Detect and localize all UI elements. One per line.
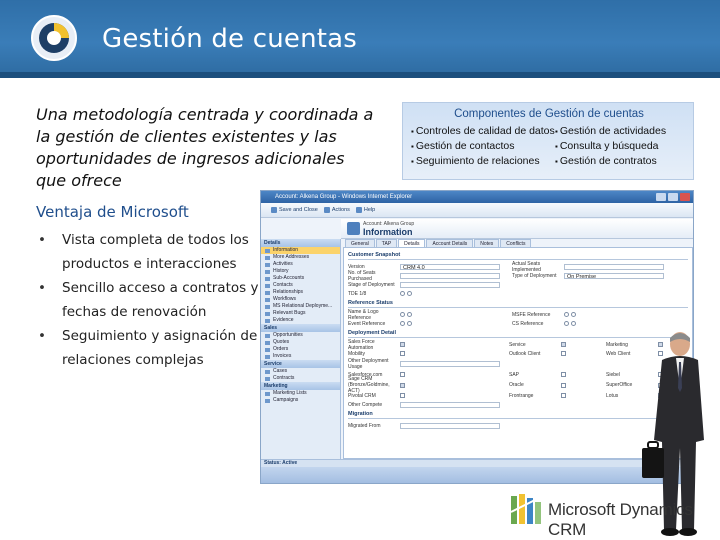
radio-group xyxy=(400,321,512,327)
record-header xyxy=(341,219,694,239)
nav-section-sales: Sales xyxy=(261,324,340,332)
component-item: ▪ Consulta y búsqueda xyxy=(555,139,666,154)
form-row xyxy=(348,376,688,394)
advantage-heading: Ventaja de Microsoft xyxy=(36,203,189,221)
save-close-button xyxy=(271,207,318,213)
field-input xyxy=(400,273,500,279)
form-row xyxy=(348,358,688,370)
maximize-icon xyxy=(668,193,678,201)
component-item: ▪ Gestión de actividades xyxy=(555,124,666,139)
field-label: Migrated From xyxy=(348,422,381,429)
checkbox-icon xyxy=(400,383,405,388)
field-label: Type of Deployment xyxy=(512,272,557,279)
nav-item: Evidence xyxy=(261,317,340,324)
field-label: Pivotal CRM xyxy=(348,392,376,399)
checkbox-icon xyxy=(561,393,566,398)
migrated-from-select xyxy=(400,423,500,429)
field-label: TDE 1/8 xyxy=(348,290,367,297)
help-button xyxy=(356,207,375,213)
nav-item: History xyxy=(261,268,340,275)
account-icon xyxy=(347,222,360,235)
nav-item: Cases xyxy=(261,368,340,375)
field-label: Frontrange xyxy=(509,392,534,399)
record-type: Account: Alkena Group xyxy=(363,221,415,227)
component-item: ▪ Gestión de contratos xyxy=(555,154,666,169)
field-label: MSFE Reference xyxy=(512,311,551,318)
field-label: Marketing xyxy=(606,341,628,348)
field-label: Oracle xyxy=(509,382,524,388)
field-label: Siebel xyxy=(606,371,620,378)
nav-section-marketing: Marketing xyxy=(261,382,340,390)
form-row xyxy=(348,319,688,328)
microsoft-dynamics-logo-icon xyxy=(509,492,545,526)
components-title: Componentes de Gestión de cuentas xyxy=(454,108,644,120)
field-label: Sage CRM (Bronze/Goldmine, ACT) xyxy=(348,376,390,394)
tab-account-details: Account Details xyxy=(426,239,473,247)
field-label: SAP xyxy=(509,371,520,378)
nav-item: Information xyxy=(261,247,340,254)
section-reference-status: Reference Status xyxy=(348,300,688,308)
field-label: Outlook Client xyxy=(509,350,541,357)
advantage-item: • Sencillo acceso a contratos y fechas de renovación xyxy=(36,276,266,324)
advantage-item: • Vista completa de todos los productos e interacciones xyxy=(36,228,266,276)
field-label: No. of Seats Purchased xyxy=(348,269,376,282)
field-value: On Premise xyxy=(567,273,597,280)
nav-item: Invoices xyxy=(261,353,340,360)
nav-item: Quotes xyxy=(261,339,340,346)
emblem-icon xyxy=(30,14,78,62)
crm-bottom-bar xyxy=(261,467,694,484)
nav-item: Activities xyxy=(261,261,340,268)
actions-icon xyxy=(324,207,330,213)
record-status: Status: Active xyxy=(261,459,694,467)
form-row xyxy=(348,349,688,358)
checkbox-icon xyxy=(400,393,405,398)
radio-group xyxy=(564,312,578,318)
actions-button xyxy=(324,207,350,213)
field-label: Actual Seats Implemented xyxy=(512,260,541,273)
field-label: CS Reference xyxy=(512,320,544,327)
crm-window-screenshot xyxy=(260,190,694,484)
form-row xyxy=(348,421,688,430)
form-row xyxy=(348,289,688,298)
component-item: ▪ Controles de calidad de datos xyxy=(411,124,555,139)
radio-icon xyxy=(400,321,405,326)
tab-general: General xyxy=(345,239,375,247)
toolbar-label: Save and Close xyxy=(279,207,318,213)
component-item: ▪ Gestión de contactos xyxy=(411,139,555,154)
form-row xyxy=(348,310,688,319)
radio-group xyxy=(564,321,578,327)
components-column-2 xyxy=(555,124,666,169)
section-migration: Migration xyxy=(348,411,688,419)
nav-item: MS Relational Deployme... xyxy=(261,303,340,310)
nav-section-details: Details xyxy=(261,239,340,247)
nav-item: Contracts xyxy=(261,375,340,382)
components-column-1 xyxy=(411,124,555,169)
radio-icon xyxy=(407,321,412,326)
components-box xyxy=(402,102,694,180)
form-row xyxy=(348,340,688,349)
radio-icon xyxy=(571,312,576,317)
deployment-select xyxy=(564,273,664,279)
checkbox-icon xyxy=(561,351,566,356)
field-input xyxy=(400,282,500,288)
toolbar-label: Help xyxy=(363,207,376,213)
checkbox-icon xyxy=(561,372,566,377)
nav-item: Relevant Bugs xyxy=(261,310,340,317)
tab-tap: TAP xyxy=(376,239,397,247)
header-divider xyxy=(0,72,720,78)
nav-item: Workflows xyxy=(261,296,340,303)
checkbox-icon xyxy=(561,342,566,347)
close-icon xyxy=(680,193,690,201)
checkbox-icon xyxy=(400,372,405,377)
record-title: Information xyxy=(363,227,413,237)
crm-side-nav xyxy=(261,239,341,459)
advantage-list xyxy=(36,228,266,372)
crm-toolbar xyxy=(261,203,693,218)
radio-icon xyxy=(564,321,569,326)
field-label: Name & Logo Reference xyxy=(348,308,379,321)
section-deployment-detail: Deployment Detail xyxy=(348,330,688,338)
nav-item: Relationships xyxy=(261,289,340,296)
nav-item: Orders xyxy=(261,346,340,353)
field-input xyxy=(400,361,500,367)
field-label: Other Compete xyxy=(348,401,383,408)
field-label: Service xyxy=(509,341,526,348)
window-controls xyxy=(656,193,690,201)
version-select xyxy=(400,264,500,270)
tab-details: Details xyxy=(398,239,425,247)
slide-header xyxy=(0,0,720,78)
nav-item: Sub-Accounts xyxy=(261,275,340,282)
field-label: Other Deployment Usage xyxy=(348,358,389,370)
slide-title: Gestión de cuentas xyxy=(102,24,358,54)
field-label: Lotus xyxy=(606,392,619,399)
field-label: Stage of Deployment xyxy=(348,281,395,288)
radio-icon xyxy=(407,291,412,296)
section-customer-snapshot: Customer Snapshot xyxy=(348,252,688,260)
radio-icon xyxy=(407,312,412,317)
minimize-icon xyxy=(656,193,666,201)
field-value: CRM 4.0 xyxy=(403,264,425,271)
crm-titlebar xyxy=(261,191,693,203)
nav-item: Opportunities xyxy=(261,332,340,339)
field-label: Sales Force Automation xyxy=(348,338,375,351)
nav-item: Marketing Lists xyxy=(261,390,340,397)
help-icon xyxy=(356,207,362,213)
radio-group xyxy=(400,291,414,297)
radio-group xyxy=(400,312,512,318)
nav-item: Campaigns xyxy=(261,397,340,404)
component-item: ▪ Seguimiento de relaciones xyxy=(411,154,555,169)
nav-item: Contacts xyxy=(261,282,340,289)
form-row xyxy=(348,400,688,409)
field-input xyxy=(400,402,500,408)
advantage-item: • Seguimiento y asignación de relaciones complejas xyxy=(36,324,266,372)
field-label: Event Reference xyxy=(348,320,386,327)
crm-window-title: Account: Alkena Group - Windows Internet Explorer xyxy=(275,194,413,200)
field-label: Version xyxy=(348,263,365,270)
tab-notes: Notes xyxy=(474,239,499,247)
tab-conflicts: Conflicts xyxy=(500,239,531,247)
brand-name: Microsoft Dynamics CRM xyxy=(548,500,693,539)
checkbox-icon xyxy=(561,383,566,388)
field-label: SuperOffice xyxy=(606,382,633,388)
form-row xyxy=(348,280,688,289)
field-label: Web Client xyxy=(606,350,631,357)
radio-icon xyxy=(400,312,405,317)
intro-text: Una metodología centrada y coordinada a la gestión de clientes existentes y las oportunidades de ingresos adicionales que ofrece xyxy=(36,105,374,190)
field-label: Mobility xyxy=(348,350,365,357)
save-icon xyxy=(271,207,277,213)
field-input xyxy=(564,264,664,270)
toolbar-label: Actions xyxy=(331,207,350,213)
checkbox-icon xyxy=(400,351,405,356)
radio-icon xyxy=(564,312,569,317)
radio-icon xyxy=(571,321,576,326)
form-row xyxy=(348,391,688,400)
checkbox-icon xyxy=(400,342,405,347)
form-row xyxy=(348,271,688,280)
nav-item: More Addresses xyxy=(261,254,340,261)
radio-icon xyxy=(400,291,405,296)
nav-section-service: Service xyxy=(261,360,340,368)
crm-tabs xyxy=(345,239,531,247)
field-label: Salesforce.com xyxy=(348,371,383,378)
